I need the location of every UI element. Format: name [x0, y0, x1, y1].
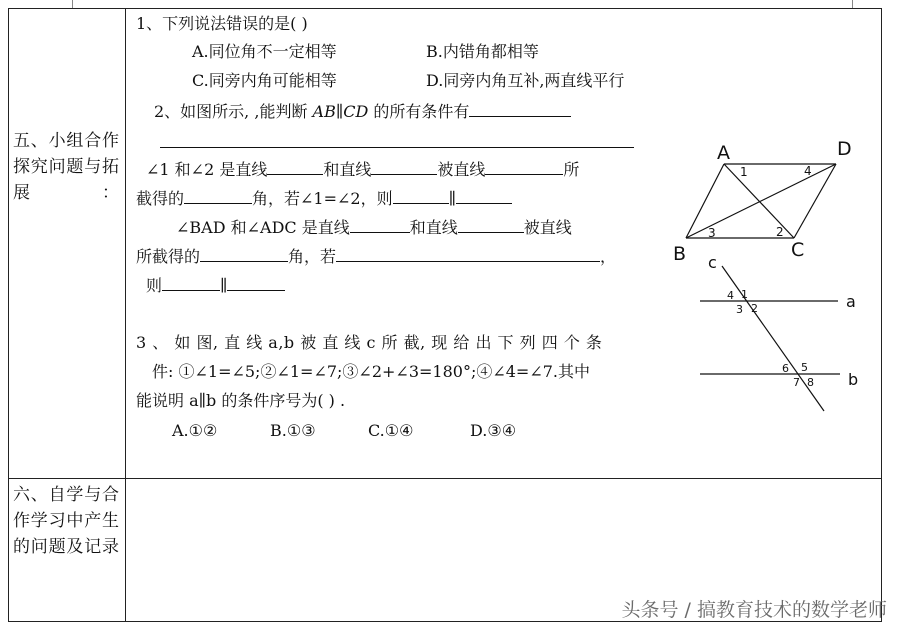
answer-blank[interactable]	[469, 100, 571, 117]
watermark: 头条号 / 搞教育技术的数学老师	[621, 599, 887, 621]
q2-line2	[136, 187, 512, 209]
q2-stem-post: 的所有条件有	[368, 102, 470, 121]
angle-3: 3	[708, 226, 716, 240]
vertex-d: D	[837, 138, 852, 160]
answer-blank[interactable]	[227, 274, 285, 291]
answer-blank[interactable]	[336, 245, 600, 262]
q2-l2-c: ∥	[448, 189, 456, 208]
q2-stem-math: AB∥CD	[312, 102, 369, 121]
row-divider	[8, 478, 882, 479]
row5-label: 五、小组合作探究问题与拓展：	[13, 131, 119, 203]
q2-line3	[176, 216, 572, 238]
vertex-b: B	[673, 243, 687, 264]
answer-blank[interactable]	[393, 187, 449, 204]
answer-blank[interactable]	[458, 216, 524, 233]
q1-option-c: C.同旁内角可能相等	[192, 71, 337, 90]
angle-1: 1	[740, 165, 748, 179]
q2-l4-a: 所截得的	[136, 247, 201, 266]
angle-4: 4	[804, 164, 812, 178]
angle-8: 8	[807, 376, 814, 389]
answer-blank[interactable]	[200, 245, 288, 262]
q1-stem: 1、下列说法错误的是( )	[136, 14, 308, 33]
q3-option-b: B.①③	[270, 421, 316, 440]
answer-blank[interactable]	[267, 158, 323, 175]
q1-option-d: D.同旁内角互补,两直线平行	[426, 71, 625, 90]
q2-l3-a: ∠BAD 和∠ADC 是直线	[176, 218, 350, 237]
angle-7: 7	[793, 376, 800, 389]
q2-l5-b: ∥	[220, 276, 228, 295]
q2-l2-b: 角，若∠1=∠2，则	[252, 189, 393, 208]
q2-stem	[154, 100, 571, 122]
segment-cd	[794, 164, 836, 238]
angle-4: 4	[727, 289, 734, 302]
q2-l1-c: 被直线	[437, 160, 486, 179]
line-c	[722, 266, 824, 411]
q2-l2-a: 截得的	[136, 189, 185, 208]
q2-l1-b: 和直线	[323, 160, 372, 179]
answer-blank[interactable]	[184, 187, 252, 204]
label-a: a	[846, 292, 856, 311]
q2-line1	[146, 158, 579, 180]
answer-blank[interactable]	[371, 158, 437, 175]
q2-l1-d: 所	[563, 160, 580, 179]
answer-blank-line[interactable]	[160, 147, 634, 148]
label-c: c	[708, 253, 717, 272]
column-divider	[125, 8, 126, 622]
segment-ab	[686, 164, 724, 238]
transversal-figure	[690, 252, 870, 417]
answer-blank[interactable]	[350, 216, 410, 233]
q3-line3: 能说明 a∥b 的条件序号为( ) .	[136, 391, 346, 410]
angle-5: 5	[801, 361, 808, 374]
answer-blank[interactable]	[456, 187, 512, 204]
q2-l3-c: 被直线	[523, 218, 572, 237]
top-tick	[852, 0, 853, 8]
q2-line4	[136, 245, 616, 267]
parallelogram-figure	[664, 134, 864, 264]
q2-l3-b: 和直线	[409, 218, 458, 237]
q2-l1-a: ∠1 和∠2 是直线	[146, 160, 268, 179]
label-b: b	[848, 370, 859, 389]
angle-2: 2	[751, 302, 758, 315]
q3-option-d: D.③④	[470, 421, 517, 440]
q3-option-c: C.①④	[368, 421, 414, 440]
q3-line1: 3 、 如 图, 直 线 a,b 被 直 线 c 所 截, 现 给 出 下 列 四 个 条	[136, 333, 603, 352]
answer-blank[interactable]	[485, 158, 563, 175]
top-tick	[72, 0, 73, 8]
q1-option-b: B.内错角都相等	[426, 42, 539, 61]
q2-l4-b: 角，若	[288, 247, 337, 266]
q2-l4-c: ，	[600, 247, 617, 266]
q2-line5	[146, 274, 285, 296]
vertex-c: C	[791, 239, 805, 261]
q3-option-a: A.①②	[172, 421, 218, 440]
q2-l5-a: 则	[146, 276, 163, 295]
row6-label: 六、自学与合作学习中产生的问题及记录	[13, 485, 119, 557]
angle-2: 2	[776, 225, 784, 239]
angle-6: 6	[782, 362, 789, 375]
answer-blank[interactable]	[162, 274, 220, 291]
angle-3: 3	[736, 303, 743, 316]
angle-1: 1	[741, 288, 748, 301]
q1-option-a: A.同位角不一定相等	[192, 42, 337, 61]
q3-line2: 件: ①∠1=∠5;②∠1=∠7;③∠2+∠3=180°;④∠4=∠7.其中	[152, 362, 590, 381]
vertex-a: A	[717, 142, 730, 164]
q2-stem-pre: 2、如图所示, ,能判断	[154, 102, 313, 121]
